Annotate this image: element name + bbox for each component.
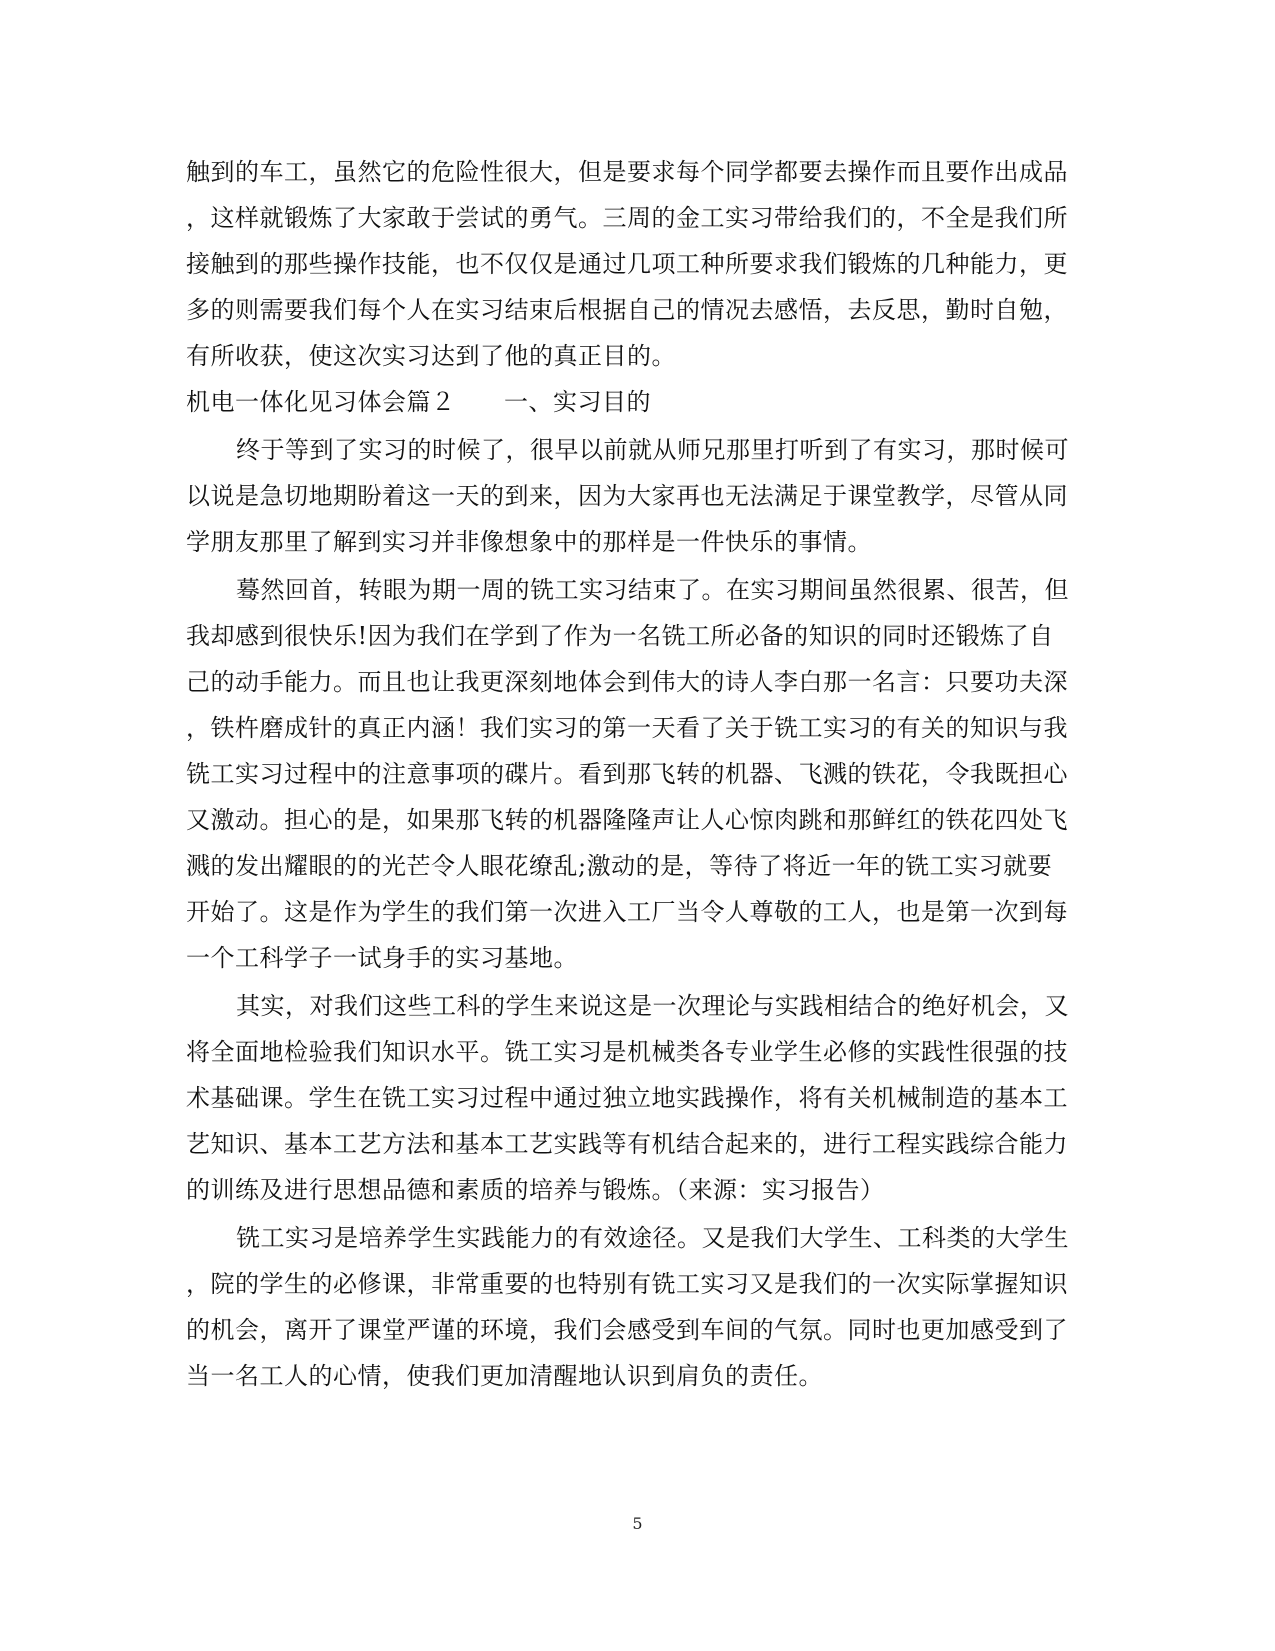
text-line: 开始了。这是作为学生的我们第一次进入工厂当令人尊敬的工人，也是第一次到每 [186, 898, 1068, 926]
text-line: 接触到的那些操作技能，也不仅仅是通过几项工种所要求我们锻炼的几种能力，更 [186, 250, 1068, 278]
text-line: ，铁杵磨成针的真正内涵！我们实习的第一天看了关于铣工实习的有关的知识与我 [186, 714, 1068, 742]
section-title: 机电一体化见习体会篇２ [186, 388, 456, 416]
text-line: 一个工科学子一试身手的实习基地。 [186, 944, 578, 972]
text-line: 铣工实习是培养学生实践能力的有效途径。又是我们大学生、工科类的大学生 [236, 1224, 1069, 1252]
text-line: 多的则需要我们每个人在实习结束后根据自己的情况去感悟，去反思，勤时自勉， [186, 296, 1068, 324]
text-line: 己的动手能力。而且也让我更深刻地体会到伟大的诗人李白那一名言：只要功夫深 [186, 668, 1068, 696]
text-line: 学朋友那里了解到实习并非像想象中的那样是一件快乐的事情。 [186, 528, 872, 556]
text-line: 有所收获，使这次实习达到了他的真正目的。 [186, 342, 676, 370]
text-line: 的训练及进行思想品德和素质的培养与锻炼。（来源：实习报告） [186, 1176, 885, 1204]
text-line: ，院的学生的必修课，非常重要的也特别有铣工实习又是我们的一次实际掌握知识 [186, 1270, 1068, 1298]
text-line: ，这样就锻炼了大家敢于尝试的勇气。三周的金工实习带给我们的，不全是我们所 [186, 204, 1068, 232]
text-line: 终于等到了实习的时候了，很早以前就从师兄那里打听到了有实习，那时候可 [236, 436, 1069, 464]
text-line: 术基础课。学生在铣工实习过程中通过独立地实践操作，将有关机械制造的基本工 [186, 1084, 1068, 1112]
text-line: 又激动。担心的是，如果那飞转的机器隆隆声让人心惊肉跳和那鲜红的铁花四处飞 [186, 806, 1068, 834]
text-line: 蓦然回首，转眼为期一周的铣工实习结束了。在实习期间虽然很累、很苦，但 [236, 576, 1069, 604]
text-line: 我却感到很快乐!因为我们在学到了作为一名铣工所必备的知识的同时还锻炼了自 [186, 622, 1054, 650]
text-line: 铣工实习过程中的注意事项的碟片。看到那飞转的机器、飞溅的铁花，令我既担心 [186, 760, 1068, 788]
text-line: 将全面地检验我们知识水平。铣工实习是机械类各专业学生必修的实践性很强的技 [186, 1038, 1068, 1066]
page-number: 5 [632, 1514, 643, 1533]
text-line: 以说是急切地期盼着这一天的到来，因为大家再也无法满足于课堂教学，尽管从同 [186, 482, 1068, 510]
text-line: 触到的车工，虽然它的危险性很大，但是要求每个同学都要去操作而且要作出成品 [186, 158, 1068, 186]
text-line: 溅的发出耀眼的的光芒令人眼花缭乱;激动的是，等待了将近一年的铣工实习就要 [186, 852, 1053, 880]
text-line: 艺知识、基本工艺方法和基本工艺实践等有机结合起来的，进行工程实践综合能力 [186, 1130, 1068, 1158]
text-line: 当一名工人的心情，使我们更加清醒地认识到肩负的责任。 [186, 1362, 823, 1390]
text-line: 其实，对我们这些工科的学生来说这是一次理论与实践相结合的绝好机会，又 [236, 992, 1069, 1020]
section-subtitle: 一、实习目的 [504, 388, 651, 416]
text-line: 的机会，离开了课堂严谨的环境，我们会感受到车间的气氛。同时也更加感受到了 [186, 1316, 1068, 1344]
